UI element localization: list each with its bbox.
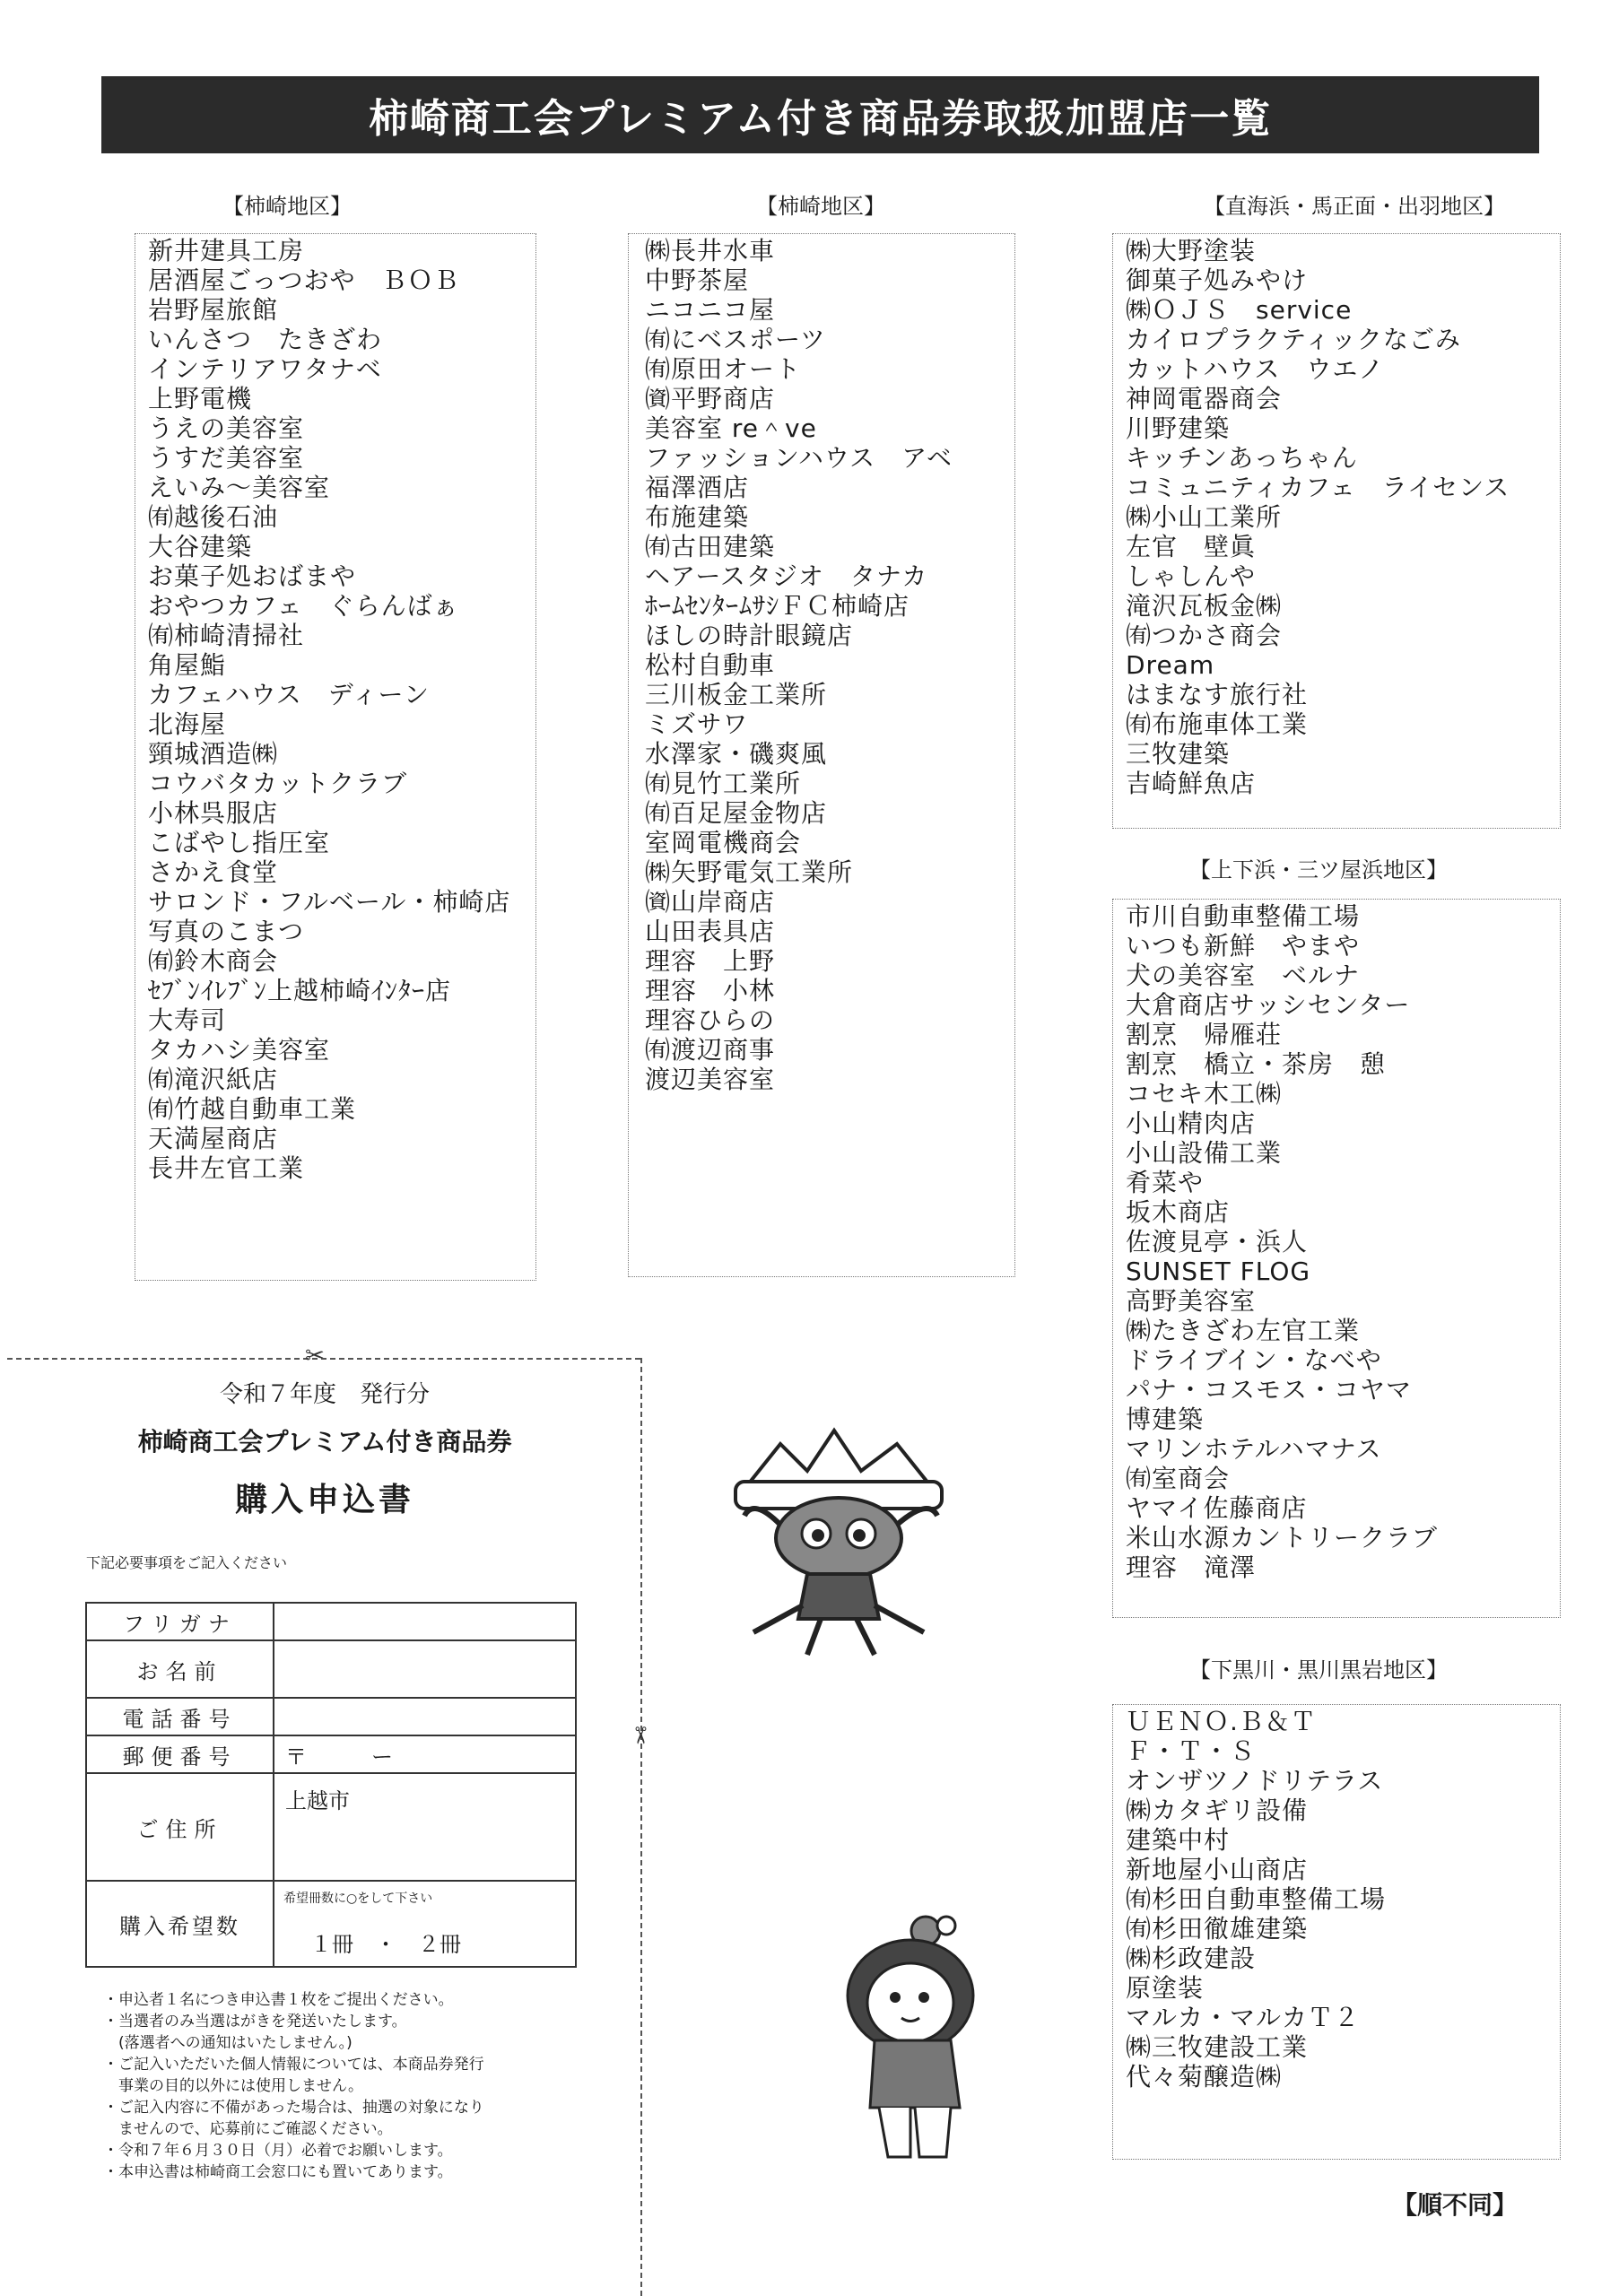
store-item: 写真のこまつ [148,917,305,946]
store-item: 理容 小林 [645,976,776,1005]
store-item: こばやし指圧室 [148,828,331,857]
store-item: カイロプラクティックなごみ [1126,325,1461,354]
store-item: ㈲見竹工業所 [645,769,802,798]
store-item: ｾﾌﾞﾝｲﾚﾌﾞﾝ上越柿崎ｲﾝﾀｰ店 [148,976,452,1005]
district-header-naomi: 【直海浜・馬正面・出羽地区】 [1204,194,1505,219]
store-item: 三川板金工業所 [645,680,828,709]
store-item: ㈲室商会 [1126,1464,1231,1493]
store-item: コウバタカットクラブ [148,769,408,798]
store-item: 居酒屋ごっつおや ＢＯＢ [148,265,460,295]
quantity-label: 購入希望数 [86,1881,274,1967]
store-item: うすだ美容室 [148,443,305,473]
store-item: 大寿司 [148,1005,227,1035]
store-item: いんさつ たきざわ [148,325,383,354]
store-item: さかえ食堂 [148,857,279,887]
form-title: 購入申込書 [234,1482,414,1518]
store-item: 北海屋 [148,709,227,739]
store-item: マルカ・マルカＴ２ [1126,2003,1361,2032]
phone-label: 電話番号 [86,1698,274,1735]
form-note: 事業の目的以外には使用しません。 [103,2077,364,2095]
store-item: ㈱矢野電気工業所 [645,857,854,887]
address-field[interactable] [274,1773,576,1881]
scissors-icon: ✂ [305,1343,325,1370]
form-note: ませんので、応募前にご確認ください。 [103,2120,393,2138]
store-list-kakizaki-1 [135,233,536,1281]
store-item: ヘアースタジオ タナカ [645,561,928,591]
store-item: 中野茶屋 [645,265,750,295]
store-item: 長井左官工業 [148,1153,305,1183]
district-header-kakizaki-1: 【柿崎地区】 [222,194,352,219]
store-item: ㈲杉田自動車整備工場 [1126,1884,1387,1914]
form-note: ・ご記入いただいた個人情報については、本商品券発行 [103,2056,484,2074]
form-note: ・申込者１名につき申込書１枚をご提出ください。 [103,1991,454,2009]
store-item: 滝沢瓦板金㈱ [1126,591,1283,621]
store-item: ドライブイン・なべや [1126,1345,1382,1375]
store-item: コミュニティカフェ ライセンス [1126,473,1510,502]
quantity-field[interactable] [274,1881,576,1967]
store-item: ﾎｰﾑｾﾝﾀｰﾑｻｼＦＣ柿崎店 [645,591,910,621]
store-item: 建築中村 [1126,1825,1231,1855]
store-item: 美容室 re＾ve [645,413,817,443]
store-item: 三牧建築 [1126,739,1231,769]
scissors-icon: ✂ [625,1726,653,1745]
store-item: ㈱杉政建設 [1126,1944,1257,1973]
store-item: 布施建築 [645,502,750,532]
store-item: カットハウス ウエノ [1126,354,1385,384]
store-item: 山田表具店 [645,917,776,946]
store-item: インテリアワタナベ [148,354,382,384]
quantity-options[interactable]: １冊 ・ ２冊 [310,1932,461,1957]
store-item: 佐渡見亭・浜人 [1126,1227,1309,1257]
furigana-label: フリガナ [86,1603,274,1640]
store-item: いつも新鮮 やまや [1126,931,1361,961]
store-item: 神岡電器商会 [1126,384,1283,413]
store-item: 犬の美容室 ベルナ [1126,961,1361,990]
store-item: Ｆ・Ｔ・Ｓ [1126,1736,1257,1766]
store-list-kakizaki-2 [628,233,1015,1277]
store-item: サロンド・フルベール・柿崎店 [148,887,511,917]
store-item: ㈲原田オート [645,354,802,384]
store-item: ㈱ＯＪＳ service [1126,295,1353,325]
store-item: はまなす旅行社 [1126,680,1309,709]
store-item: ファッションハウス アベ [645,443,953,473]
form-year: 令和７年度 発行分 [219,1381,430,1408]
store-item: 頸城酒造㈱ [148,739,279,769]
store-item: 高野美容室 [1126,1286,1257,1316]
store-item: 御菓子処みやけ [1126,265,1309,295]
store-item: ㈾平野商店 [645,384,776,413]
order-note: 【順不同】 [1392,2190,1519,2220]
store-item: キッチンあっちゃん [1126,443,1358,473]
store-item: ㈲越後石油 [148,502,279,532]
name-field[interactable] [274,1640,576,1698]
form-instruction: 下記必要事項をご記入ください [86,1554,288,1571]
store-item: オンザツノドリテラス [1126,1766,1384,1796]
store-item: マリンホテルハマナス [1126,1434,1382,1464]
postal-label: 郵便番号 [86,1735,274,1773]
mascot-girl-illustration [825,1906,1005,2175]
store-item: 角屋鮨 [148,650,227,680]
district-header-kakizaki-2: 【柿崎地区】 [756,194,885,219]
store-item: ㈲渡辺商事 [645,1035,776,1065]
store-item: SUNSET FLOG [1126,1257,1311,1286]
store-item: カフェハウス ディーン [148,680,430,709]
store-item: タカハシ美容室 [148,1035,331,1065]
store-item: ＵＥＮＯ.Ｂ＆Ｔ [1126,1707,1317,1736]
store-item: ㈱三牧建設工業 [1126,2032,1309,2062]
postal-value: 〒 ー [285,1744,393,1770]
store-item: ㈲にベスポーツ [645,325,826,354]
store-item: ニコニコ屋 [645,295,776,325]
store-item: 肴菜や [1126,1168,1205,1197]
furigana-field[interactable] [274,1603,576,1640]
form-note: ・本申込書は柿崎商工会窓口にも置いてあります。 [103,2163,453,2181]
store-item: パナ・コスモス・コヤマ [1126,1375,1413,1405]
store-item: うえの美容室 [148,413,305,443]
store-item: 川野建築 [1126,413,1231,443]
store-item: 市川自動車整備工場 [1126,901,1361,931]
store-item: ㈾山岸商店 [645,887,776,917]
store-item: 理容 滝澤 [1126,1552,1257,1582]
store-item: 左官 壁眞 [1126,532,1257,561]
store-item: しゃしんや [1126,561,1257,591]
store-item: 福澤酒店 [645,473,750,502]
address-label: ご住所 [86,1773,274,1881]
store-item: ほしの時計眼鏡店 [645,621,854,650]
store-item: ㈲古田建築 [645,532,776,561]
phone-field[interactable] [274,1698,576,1735]
store-item: 新地屋小山商店 [1126,1855,1309,1884]
store-item: 坂木商店 [1126,1197,1231,1227]
store-item: 理容ひらの [645,1005,776,1035]
store-item: 小山設備工業 [1126,1138,1283,1168]
store-item: 渡辺美容室 [645,1065,776,1094]
district-header-shimokurokawa: 【下黒川・黒川黒岩地区】 [1189,1657,1448,1683]
store-item: ㈲杉田徹雄建築 [1126,1914,1309,1944]
form-note: ・令和７年６月３０日（月）必着でお願いします。 [103,2142,453,2160]
store-item: おやつカフェ ぐらんばぁ [148,591,459,621]
store-item: ㈲竹越自動車工業 [148,1094,357,1124]
store-item: ㈱大野塗装 [1126,236,1257,265]
store-item: 代々菊醸造㈱ [1126,2062,1283,2092]
store-list-shimokurokawa [1112,1704,1561,2160]
store-item: ㈲鈴木商会 [148,946,279,976]
store-item: 室岡電機商会 [645,828,802,857]
store-item: 理容 上野 [645,946,776,976]
form-note: ・ご記入内容に不備があった場合は、抽選の対象になり [103,2099,484,2117]
store-item: 原塗装 [1126,1973,1205,2003]
address-value: 上越市 [285,1788,350,1813]
quantity-hint: 希望冊数に○をして下さい [283,1892,433,1906]
store-item: 上野電機 [148,384,253,413]
postal-field[interactable] [274,1735,576,1773]
form-voucher-name: 柿崎商工会プレミアム付き商品券 [137,1427,512,1457]
store-item: えいみ～美容室 [148,473,331,502]
store-item: 天満屋商店 [148,1124,279,1153]
store-item: ㈲柿崎清掃社 [148,621,305,650]
store-item: ミズサワ [645,709,749,739]
store-item: 松村自動車 [645,650,776,680]
page-title: 柿崎商工会プレミアム付き商品券取扱加盟店一覧 [101,76,1539,153]
store-item: ㈱小山工業所 [1126,502,1283,532]
store-item: ヤマイ佐藤商店 [1126,1493,1308,1523]
name-label: お名前 [86,1640,274,1698]
store-item: 博建築 [1126,1405,1205,1434]
store-item: 新井建具工房 [148,236,305,265]
store-item: 大谷建築 [148,532,253,561]
store-item: ㈱カタギリ設備 [1126,1796,1309,1825]
store-item: 米山水源カントリークラブ [1126,1523,1439,1552]
store-item: ㈲滝沢紙店 [148,1065,279,1094]
store-item: 割烹 帰雁荘 [1126,1020,1283,1049]
store-item: ㈲百足屋金物店 [645,798,828,828]
store-item: 大倉商店サッシセンター [1126,990,1411,1020]
store-item: お菓子処おばまや [148,561,357,591]
store-list-kamigehama [1112,899,1561,1618]
store-item: 割烹 橋立・茶房 憩 [1126,1049,1387,1079]
store-item: ㈲つかさ商会 [1126,621,1283,650]
store-list-naomi [1112,233,1561,829]
mascot-boy-illustration [718,1426,960,1659]
store-item: Dream [1126,650,1215,680]
store-item: ㈱長井水車 [645,236,776,265]
store-item: ㈱たきざわ左官工業 [1126,1316,1361,1345]
district-header-kamigehama: 【上下浜・三ツ屋浜地区】 [1189,857,1448,883]
form-notes [103,1989,484,2183]
store-item: 小山精肉店 [1126,1109,1257,1138]
store-item: 岩野屋旅館 [148,295,279,325]
store-item: 小林呉服店 [148,798,279,828]
form-note: ・当選者のみ当選はがきを発送いたします。 [103,2013,407,2031]
store-item: 吉崎鮮魚店 [1126,769,1257,798]
store-item: ㈲布施車体工業 [1126,709,1309,739]
form-note: (落選者への通知はいたしません。) [103,2034,353,2052]
application-table [85,1602,577,1968]
store-item: 水澤家・磯爽風 [645,739,828,769]
store-item: コセキ木工㈱ [1126,1079,1283,1109]
